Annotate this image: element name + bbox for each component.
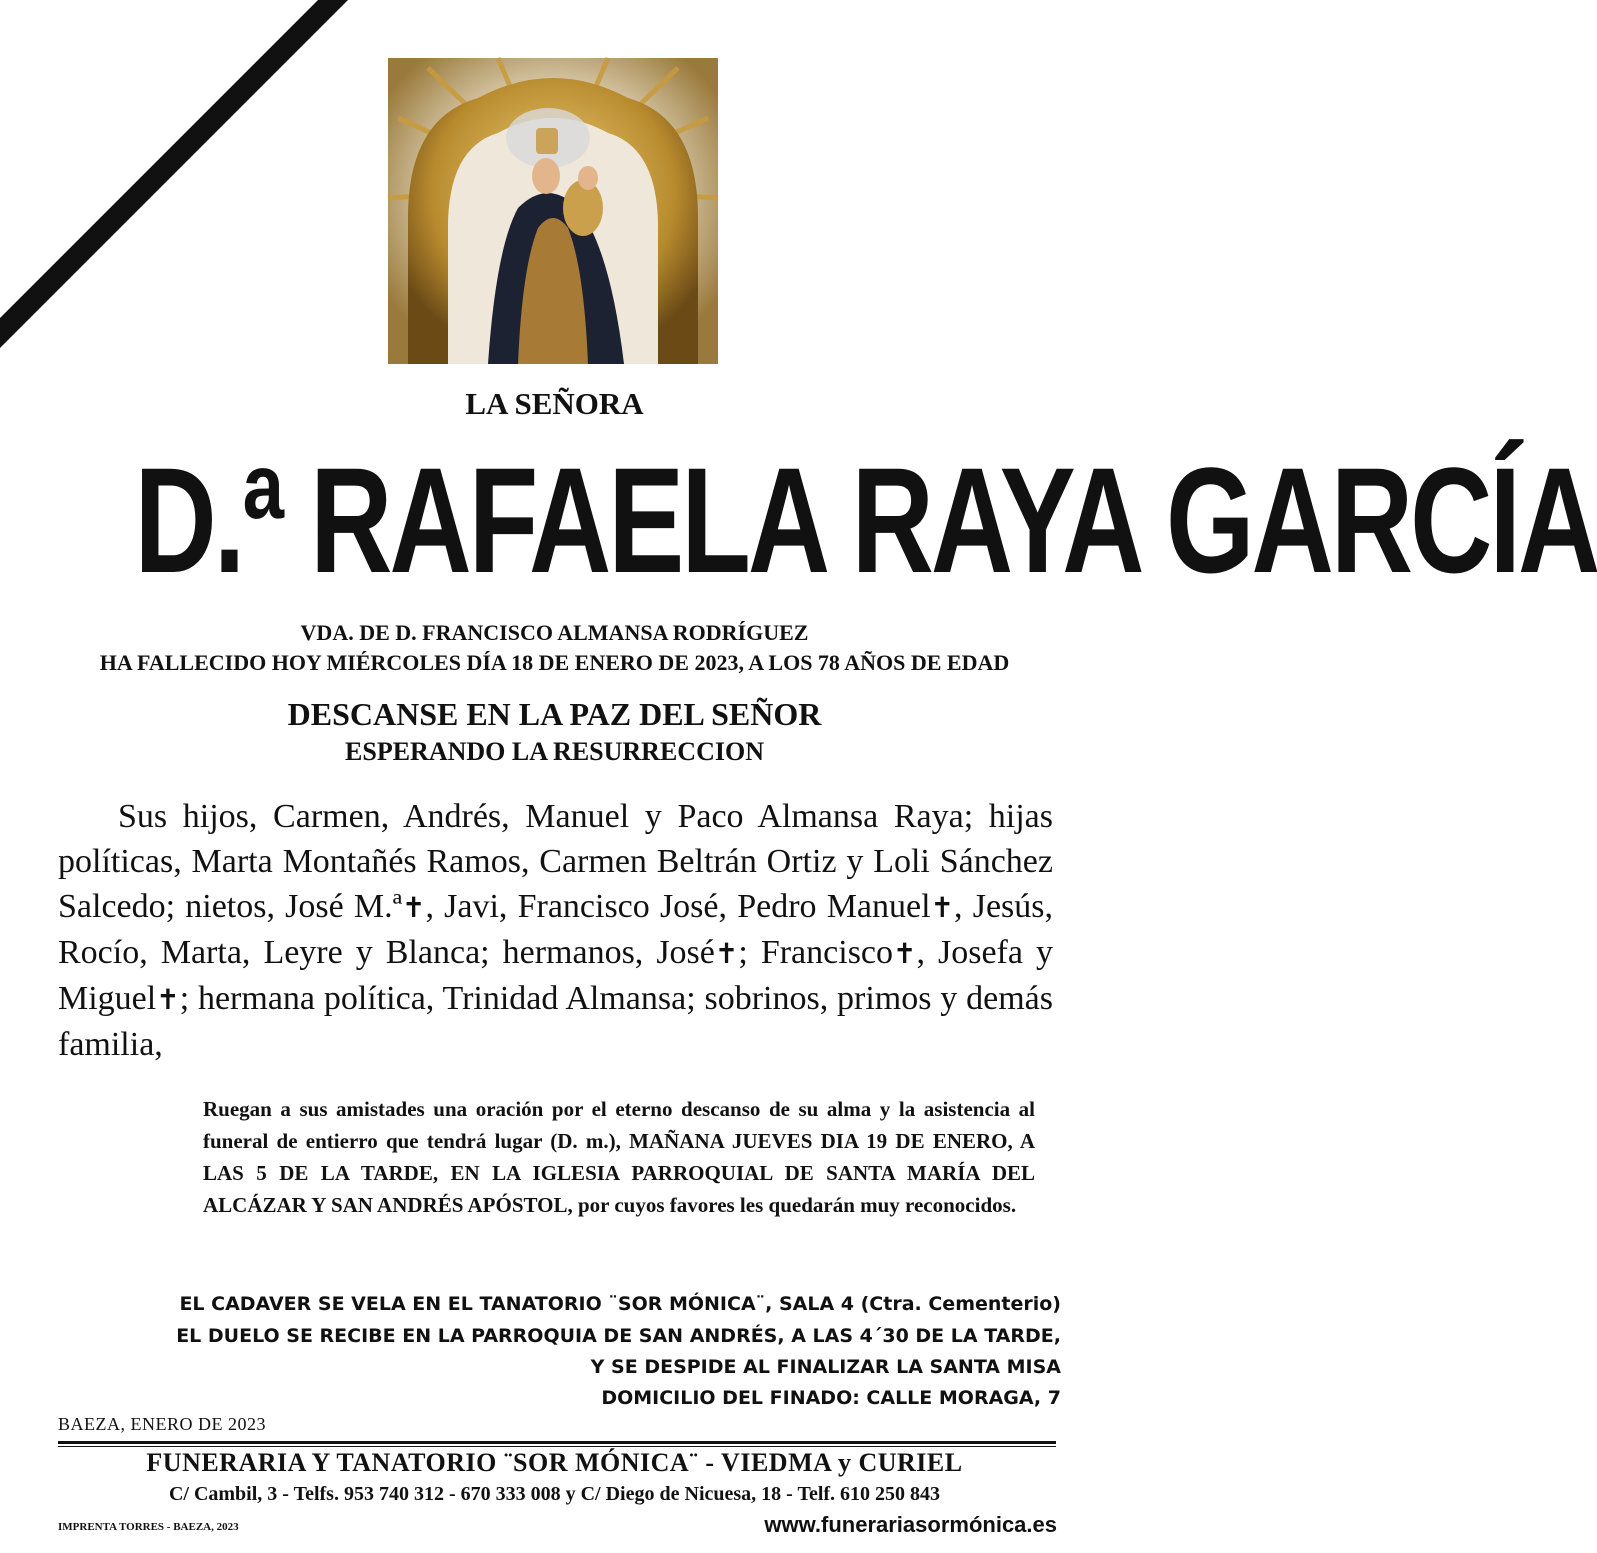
family-text-4: ; Francisco xyxy=(738,934,894,971)
widow-of-line: VDA. DE D. FRANCISCO ALMANSA RODRÍGUEZ xyxy=(300,620,809,645)
family-text-1: Sus hijos, Carmen, Andrés, Manuel y Paco Almansa Raya; hijas políticas, Marta Montañés Ramos, Carmen Beltrán Ortiz y Loli Sánchez Salcedo; nietos, José M.ª xyxy=(58,798,1053,925)
home-address-line: DOMICILIO DEL FINADO: CALLE MORAGA, 7 xyxy=(601,1387,1061,1409)
death-notice-line: HA FALLECIDO HOY MIÉRCOLES DÍA 18 DE ENERO DE 2023, A LOS 78 AÑOS DE EDAD xyxy=(99,650,1010,675)
place-date: BAEZA, ENERO DE 2023 xyxy=(58,1414,266,1434)
deceased-name: D.ª RAFAELA RAYA GARCÍA xyxy=(134,436,1597,604)
cross-icon: ✝ xyxy=(893,937,917,970)
vigil-line-1: EL CADAVER SE VELA EN EL TANATORIO ¨SOR MÓNICA¨, SALA 4 (Ctra. Cementerio) xyxy=(179,1293,1061,1315)
printer-credit: IMPRENTA TORRES - BAEZA, 2023 xyxy=(58,1521,239,1533)
cross-icon: ✝ xyxy=(402,891,426,924)
family-paragraph xyxy=(58,794,1053,1067)
family-text-3: , Jesús, Rocío, Marta, Leyre y Blanca; hermanos, José xyxy=(58,888,1053,971)
blessing-line-2: ESPERANDO LA RESURRECCION xyxy=(345,737,764,766)
footer-divider xyxy=(58,1446,1056,1447)
funeral-home-address: C/ Cambil, 3 - Telfs. 953 740 312 - 670 333 008 y C/ Diego de Nicuesa, 18 - Telf. 610 250 843 xyxy=(168,1483,941,1505)
title-prefix: LA SEÑORA xyxy=(465,386,644,421)
funeral-home-name: FUNERARIA Y TANATORIO ¨SOR MÓNICA¨ - VIEDMA y CURIEL xyxy=(146,1448,963,1477)
website-link[interactable]: www.funerariasormónica.es xyxy=(764,1512,1057,1537)
mourning-ribbon-icon xyxy=(0,0,360,360)
family-text-6: ; hermana política, Trinidad Almansa; sobrinos, primos y demás familia, xyxy=(58,980,1053,1063)
family-text-2: , Javi, Francisco José, Pedro Manuel xyxy=(425,888,931,925)
blessing-line-1: DESCANSE EN LA PAZ DEL SEÑOR xyxy=(287,696,822,732)
vigil-line-2: EL DUELO SE RECIBE EN LA PARROQUIA DE SAN ANDRÉS, A LAS 4´30 DE LA TARDE, xyxy=(176,1325,1061,1347)
family-text-5: , Josefa y Miguel xyxy=(58,934,1053,1017)
funeral-request-paragraph: Ruegan a sus amistades una oración por el eterno descanso de su alma y la asistencia al funeral de entierro que tendrá lugar (D. m.), MAÑANA JUEVES DIA 19 DE ENERO, A LAS 5 DE LA TARDE, EN LA IGLESIA PARROQUIAL DE SANTA MARÍA DEL ALCÁZAR Y SAN ANDRÉS APÓSTOL, por cuyos favores les quedarán muy reconocidos. xyxy=(203,1097,1035,1217)
cross-icon: ✝ xyxy=(714,937,739,970)
cross-icon: ✝ xyxy=(156,983,180,1016)
virgin-medallion-image xyxy=(388,58,718,364)
cross-icon: ✝ xyxy=(930,891,955,924)
vigil-line-3: Y SE DESPIDE AL FINALIZAR LA SANTA MISA xyxy=(590,1356,1061,1378)
footer-divider xyxy=(58,1441,1056,1444)
